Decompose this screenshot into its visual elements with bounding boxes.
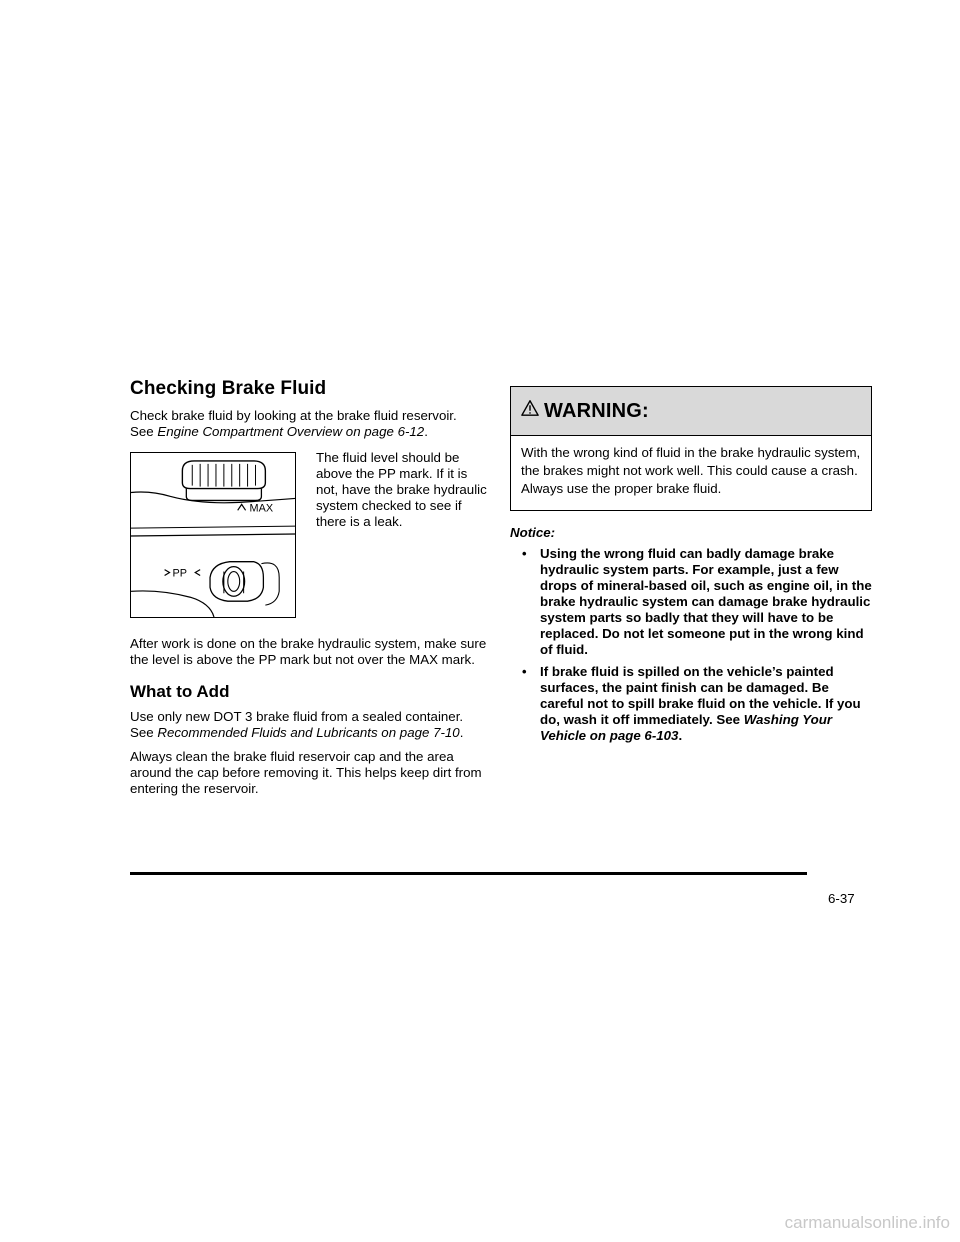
after-work-paragraph: After work is done on the brake hydraulic system, make sure the level is above the PP mark but not over the MAX mark. (130, 636, 487, 667)
brake-reservoir-illustration (130, 452, 296, 618)
warning-title: WARNING: (544, 399, 649, 422)
clean-cap-paragraph: Always clean the brake fluid reservoir cap and the area around the cap before removing it. This helps keep dirt from entering the reservoir. (130, 749, 482, 796)
watermark: carmanualsonline.info (784, 1213, 950, 1232)
what-to-add-period: . (459, 725, 464, 740)
what-to-add-see: See (130, 725, 158, 740)
figure-row (130, 452, 492, 624)
fluids-cross-reference[interactable]: Recommended Fluids and Lubricants on page 7-10 (157, 725, 460, 740)
bullet-icon: • (522, 546, 527, 561)
intro-see: See (130, 424, 158, 439)
notice-item (510, 664, 872, 744)
footer-rule (130, 872, 807, 875)
intro-text: Check brake fluid by looking at the brake fluid reservoir. (130, 408, 457, 423)
warning-box (510, 386, 872, 511)
right-column (510, 386, 872, 750)
figure-caption: The fluid level should be above the PP mark. If it is not, have the brake hydraulic system checked to see if there is a leak. (316, 450, 487, 529)
warning-header (511, 387, 871, 436)
notice-item-text: Using the wrong fluid can badly damage brake hydraulic system parts. For example, just a few drops of mineral-based oil, such as engine oil, in the brake hydraulic system can damage brake hydraulic system parts so badly that they will have to be replaced. Do not let someone put in the wrong kind of fluid. (540, 546, 872, 657)
max-label: MAX (249, 502, 274, 515)
bullet-icon: • (522, 664, 527, 679)
notice-list (510, 546, 872, 744)
section-title: Checking Brake Fluid (130, 378, 327, 399)
intro-period: . (424, 424, 428, 439)
intro-cross-reference[interactable]: Engine Compartment Overview on page 6-12 (157, 424, 425, 439)
page-number: 6-37 (828, 891, 855, 906)
subsection-title: What to Add (130, 682, 230, 701)
notice-item (510, 546, 872, 658)
notice-item-period: . (678, 728, 683, 743)
reservoir-drawing (131, 453, 295, 617)
washing-cross-reference[interactable]: Washing Your Vehicle on page 6-103 (540, 712, 833, 743)
warning-body: With the wrong kind of fluid in the brake hydraulic system, the brakes might not work well. This could cause a crash. Always use the proper brake fluid. (521, 445, 861, 496)
what-to-add-paragraph (130, 709, 492, 741)
notice-item-text: If brake fluid is spilled on the vehicle’s painted surfaces, the paint finish can be damaged. Be careful not to spill brake fluid on the vehicle. If you do, wash it off immediately. See (540, 664, 861, 727)
warning-triangle-icon (521, 399, 539, 417)
notice-label: Notice: (510, 525, 556, 540)
what-to-add-text: Use only new DOT 3 brake fluid from a sealed container. (130, 709, 464, 724)
intro-paragraph (130, 408, 492, 440)
left-column (130, 378, 492, 797)
pp-label: PP (172, 567, 187, 580)
